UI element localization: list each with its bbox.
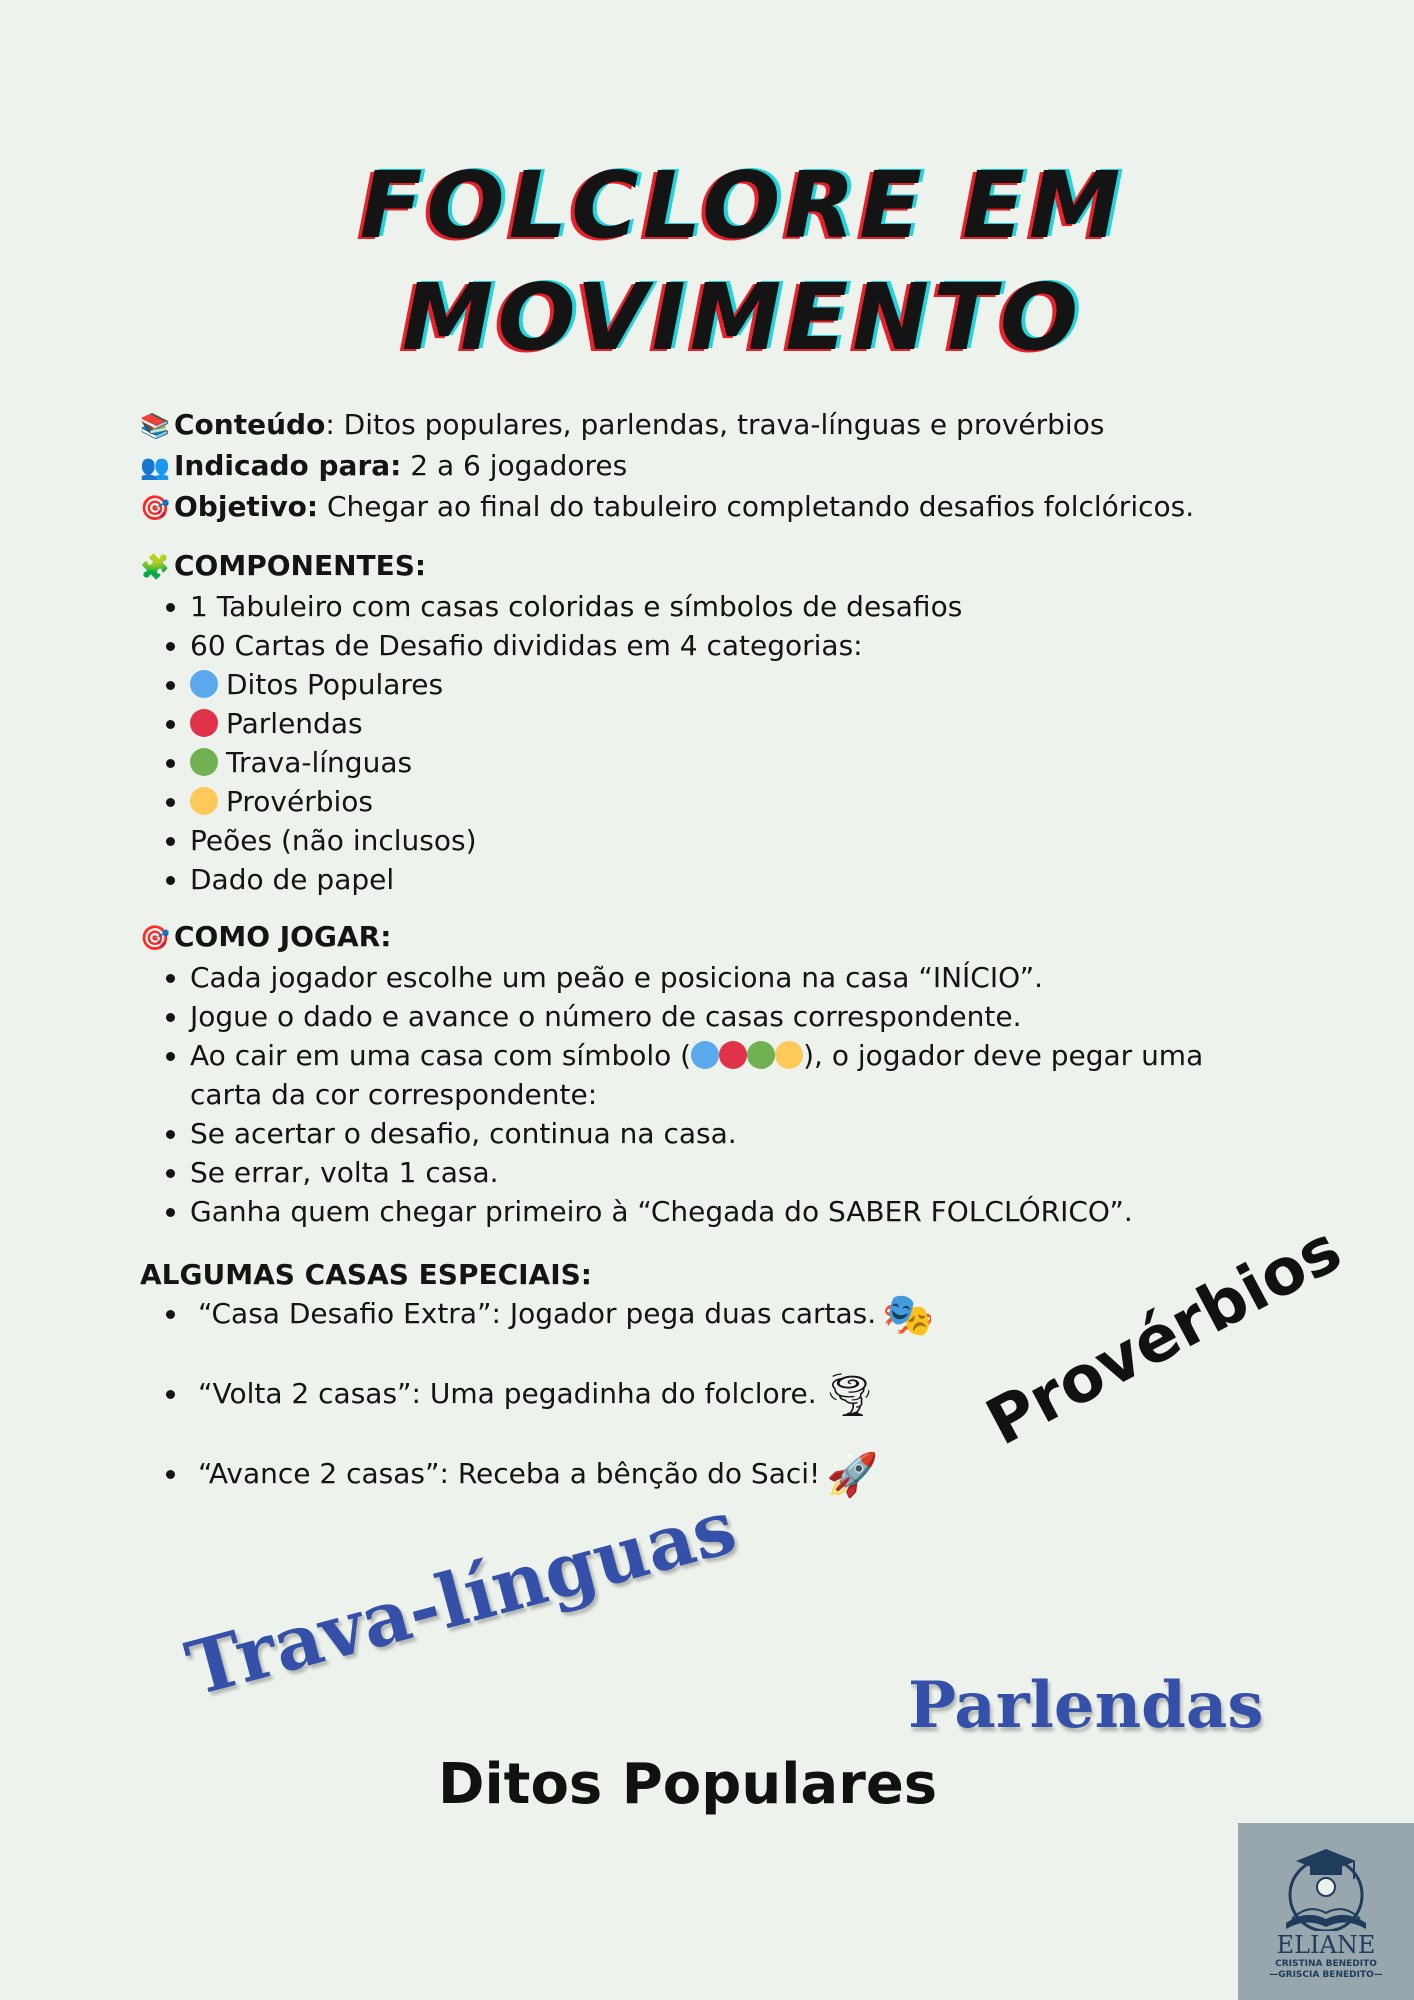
yellow-circle-icon <box>775 1041 803 1069</box>
intro-label: Objetivo: <box>174 490 319 523</box>
list-item <box>190 782 1280 821</box>
blue-circle-icon <box>190 670 218 698</box>
list-item-text: “Avance 2 casas”: Receba a bênção do Saci! <box>198 1457 821 1490</box>
title-line-1: FOLCLORE EM <box>359 152 1125 259</box>
list-item <box>190 1192 1280 1231</box>
logo-subtitle <box>1238 1959 1414 1981</box>
tornado-icon: 🌪 <box>822 1370 876 1419</box>
people-icon: 👥 <box>140 453 170 481</box>
blue-circle-icon <box>691 1041 719 1069</box>
list-item-text: Se acertar o desafio, continua na casa. <box>190 1117 737 1150</box>
puzzle-icon: 🧩 <box>140 553 170 581</box>
list-item-text: Se errar, volta 1 casa. <box>190 1156 499 1189</box>
list-item <box>190 626 1280 665</box>
intro-label: Indicado para: <box>174 449 402 482</box>
list-item-text: ), o jogador deve pegar uma carta da cor correspondente: <box>190 1039 1204 1111</box>
intro-label: Conteúdo <box>174 408 326 441</box>
list-item-text: Ditos Populares <box>226 668 444 701</box>
how-to-play-heading <box>140 917 1280 958</box>
theater-masks-icon: 🎭 <box>882 1290 935 1339</box>
logo-subtitle-line: —GRISCIA BENEDITO— <box>1269 1970 1383 1980</box>
green-circle-icon <box>747 1041 775 1069</box>
list-item <box>190 1450 1280 1499</box>
how-to-play-list <box>140 958 1280 1231</box>
list-item <box>190 1153 1280 1192</box>
intro-content <box>140 405 1280 446</box>
list-item <box>190 997 1280 1036</box>
list-item-text: Peões (não inclusos) <box>190 824 477 857</box>
open-book-graduation-cap-icon <box>1272 1845 1380 1931</box>
page-title <box>0 150 1414 374</box>
list-item <box>190 1114 1280 1153</box>
heading-text: ALGUMAS CASAS ESPECIAIS: <box>140 1258 593 1291</box>
list-item-text: 60 Cartas de Desafio divididas em 4 categorias: <box>190 629 863 662</box>
heading-text: COMPONENTES: <box>174 549 427 582</box>
list-item <box>190 958 1280 997</box>
heading-text: COMO JOGAR: <box>174 920 392 953</box>
special-heading <box>140 1255 1280 1294</box>
list-item-text: Ao cair em uma casa com símbolo ( <box>190 1039 692 1072</box>
list-item-text: “Volta 2 casas”: Uma pegadinha do folclore. <box>198 1377 817 1410</box>
red-circle-icon <box>719 1041 747 1069</box>
list-item <box>190 704 1280 743</box>
list-item-text: Dado de papel <box>190 863 395 896</box>
decorative-word-parlendas: Parlendas <box>908 1668 1264 1743</box>
list-item-text: 1 Tabuleiro com casas coloridas e símbolos de desafios <box>190 590 963 623</box>
list-item <box>190 665 1280 704</box>
list-item <box>190 743 1280 782</box>
category-symbols <box>691 1041 803 1069</box>
decorative-word-ditos-populares: Ditos Populares <box>438 1752 938 1817</box>
list-item <box>190 860 1280 899</box>
title-line-2: MOVIMENTO <box>401 264 1083 371</box>
intro-players <box>140 446 1280 487</box>
books-icon: 📚 <box>140 412 170 440</box>
list-item-text: Trava-línguas <box>226 746 413 779</box>
intro-text: 2 a 6 jogadores <box>401 449 628 482</box>
intro-text: : Ditos populares, parlendas, trava-línguas e provérbios <box>325 408 1105 441</box>
how-to-play-section <box>140 917 1280 1231</box>
intro-objective <box>140 487 1280 528</box>
green-circle-icon <box>190 748 218 776</box>
yellow-circle-icon <box>190 787 218 815</box>
logo-name: ELIANE <box>1276 1931 1376 1959</box>
logo-subtitle-line: CRISTINA BENEDITO <box>1275 1959 1377 1969</box>
list-item-text: “Casa Desafio Extra”: Jogador pega duas cartas. <box>198 1297 877 1330</box>
author-logo <box>1238 1823 1414 2000</box>
components-list <box>140 587 1280 899</box>
red-circle-icon <box>190 709 218 737</box>
decorative-word-proverbios: Provérbios <box>975 1212 1354 1461</box>
target-icon: 🎯 <box>140 924 170 952</box>
components-section <box>140 546 1280 899</box>
rocket-icon: 🚀 <box>826 1450 879 1499</box>
intro-block <box>140 405 1280 528</box>
list-item <box>190 821 1280 860</box>
components-heading <box>140 546 1280 587</box>
target-icon: 🎯 <box>140 494 170 522</box>
list-item-text: Ganha quem chegar primeiro à “Chegada do SABER FOLCLÓRICO”. <box>190 1195 1133 1228</box>
list-item-text: Parlendas <box>226 707 363 740</box>
list-item-text: Cada jogador escolhe um peão e posiciona na casa “INÍCIO”. <box>190 961 1044 994</box>
intro-text: Chegar ao final do tabuleiro completando desafios folclóricos. <box>318 490 1195 523</box>
list-item <box>190 1036 1280 1114</box>
list-item-text: Provérbios <box>226 785 373 818</box>
decorative-word-trava-linguas: Trava-línguas <box>178 1484 745 1714</box>
list-item <box>190 587 1280 626</box>
list-item-text: Jogue o dado e avance o número de casas correspondente. <box>190 1000 1022 1033</box>
